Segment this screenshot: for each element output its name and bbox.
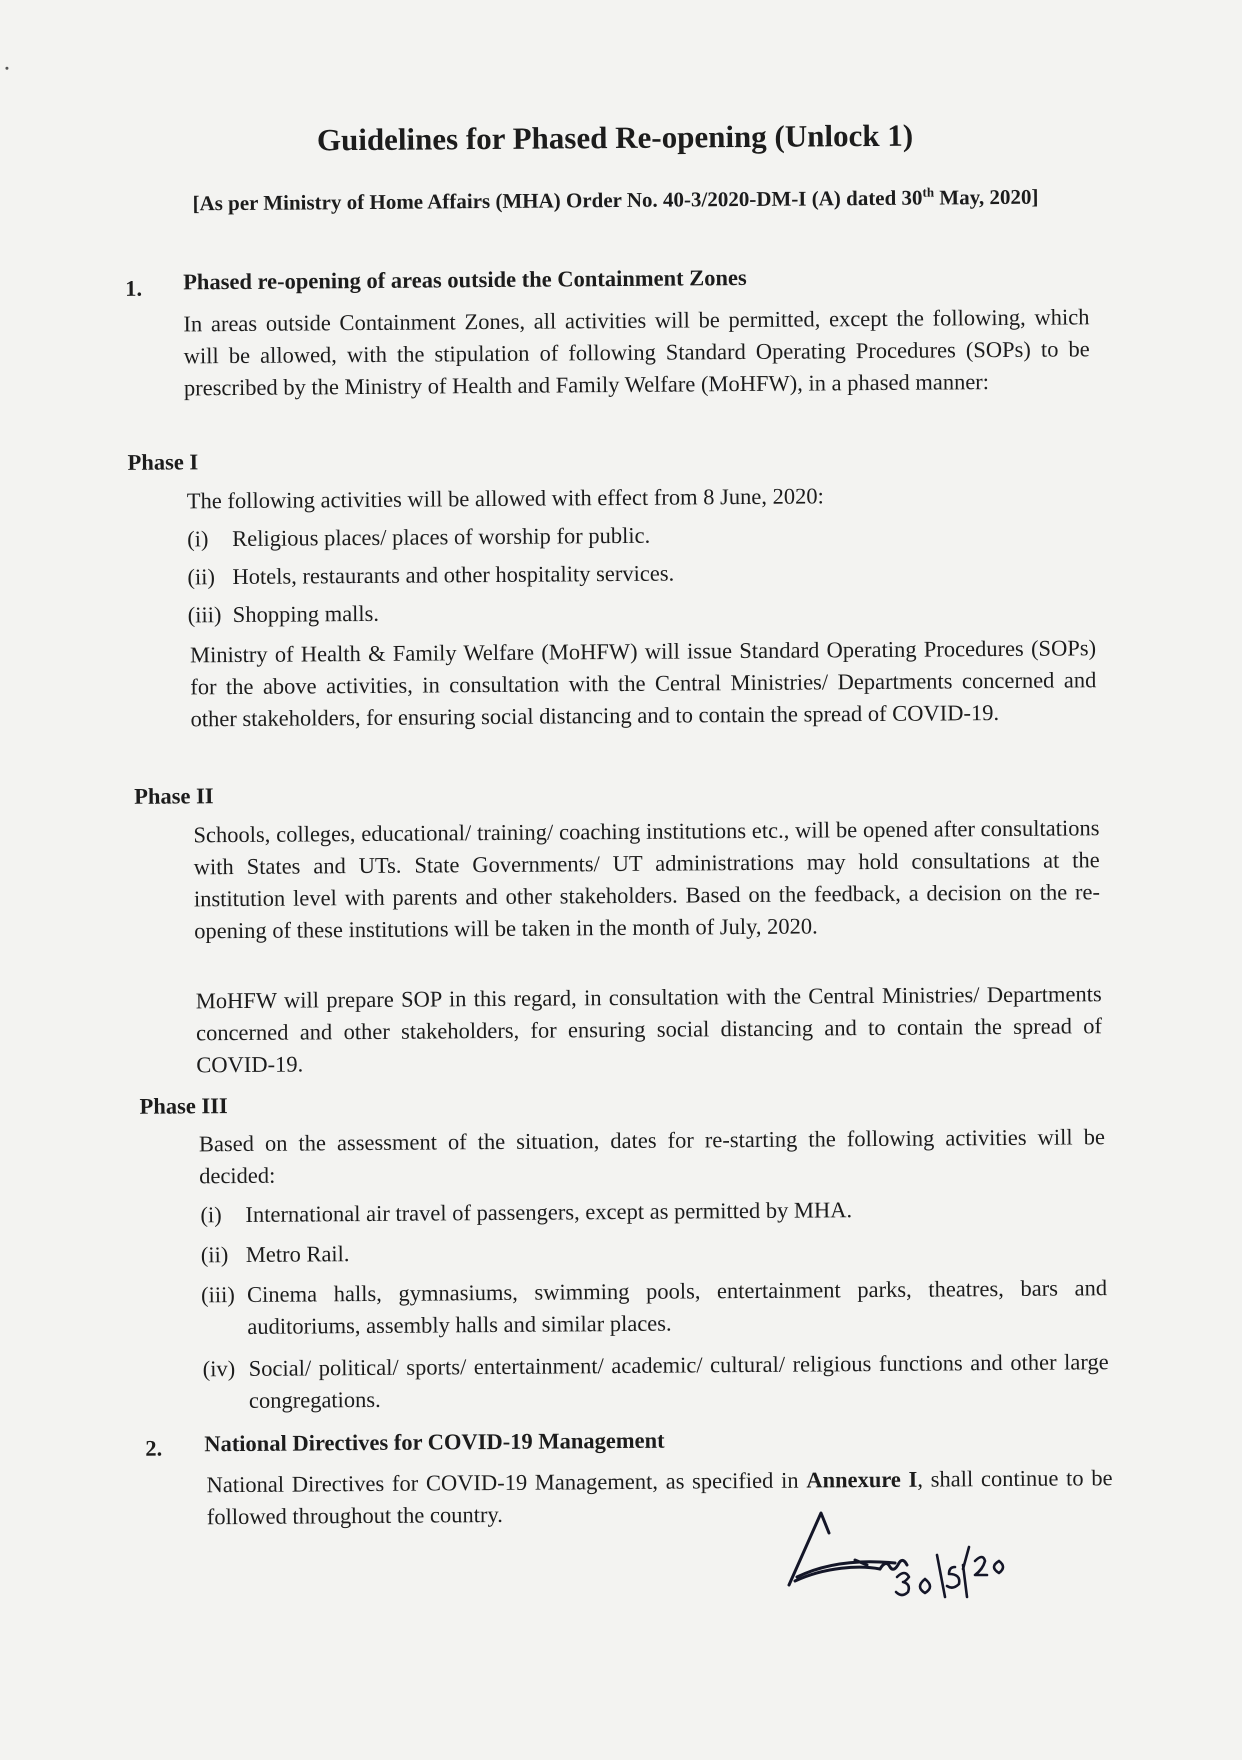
- phase-1-heading: Phase I: [127, 449, 199, 475]
- item-marker: (ii): [200, 1242, 229, 1268]
- item-marker: (iv): [202, 1356, 236, 1382]
- section-2-text-end: , shall continue to be followed throughout the country.: [206, 1465, 1113, 1530]
- phase-3-item: [201, 1232, 1107, 1271]
- subtitle-superscript: th: [922, 184, 935, 200]
- document-subtitle: [0, 182, 1237, 218]
- section-1-intro: In areas outside Containment Zones, all activities will be permitted, except the following, which will be allowed, with the stipulation of following Standard Operating Procedures (SOPs) to be prescribed by the Ministry of Health and Family Welfare (MoHFW), in a phased manner:: [183, 304, 1090, 401]
- phase-3-item: [201, 1272, 1107, 1343]
- phase-2-heading: Phase II: [134, 783, 214, 809]
- phase-1-item: [188, 592, 1094, 631]
- phase-1-item: [187, 554, 1093, 593]
- section-2-heading: National Directives for COVID-19 Management: [204, 1427, 665, 1457]
- subtitle-text-end: May, 2020]: [933, 184, 1039, 210]
- phase-1-item: [187, 516, 1093, 555]
- item-marker: (i): [187, 526, 209, 552]
- item-text: Hotels, restaurants and other hospitality services.: [232, 560, 675, 590]
- phase-1-note: Ministry of Health & Family Welfare (MoHFW) will issue Standard Operating Procedures (SOPs) for the above activities, in consultation with the Central Ministries/ Departments concerned and other stakeholders, for ensuring social distancing and to contain the spread of COVID-19.: [189, 635, 1097, 732]
- item-marker: (ii): [187, 564, 216, 590]
- phase-2-paragraph: Schools, colleges, educational/ training/ coaching institutions etc., will be opened after consultations with States and UTs. State Governments/ UT administrations may hold consultations at the institution level with parents and other stakeholders. Based on the feedback, a decision on the re-opening of these institutions will be taken in the month of July, 2020.: [193, 815, 1101, 944]
- section-2-number: 2.: [145, 1435, 163, 1461]
- item-marker: (iii): [187, 602, 222, 628]
- section-1-heading: Phased re-opening of areas outside the Containment Zones: [183, 264, 747, 295]
- handwritten-signature: [785, 1505, 1015, 1605]
- item-text: Cinema halls, gymnasiums, swimming pools, entertainment parks, theatres, bars and auditoriums, assembly halls and similar places.: [246, 1275, 1108, 1339]
- phase-3-item: [200, 1192, 1106, 1231]
- item-text: International air travel of passengers, except as permitted by MHA.: [245, 1197, 853, 1227]
- item-marker: (iii): [200, 1282, 235, 1308]
- item-text: Social/ political/ sports/ entertainment/ academic/ cultural/ religious functions and other large congregations.: [248, 1349, 1109, 1413]
- phase-3-intro: Based on the assessment of the situation, dates for re-starting the following activities will be decided:: [198, 1124, 1105, 1189]
- subtitle-text: [As per Ministry of Home Affairs (MHA) Order No. 40-3/2020-DM-I (A) dated 30: [192, 185, 923, 216]
- scan-speck: [5, 67, 8, 70]
- phase-3-item: [203, 1346, 1109, 1417]
- phase-1-intro: The following activities will be allowed with effect from 8 June, 2020:: [186, 483, 824, 514]
- item-marker: (i): [200, 1202, 222, 1228]
- section-1-number: 1.: [125, 275, 143, 301]
- phase-3-heading: Phase III: [139, 1093, 228, 1119]
- section-2-text: National Directives for COVID-19 Management, as specified in: [206, 1467, 807, 1498]
- phase-2-sop-paragraph: MoHFW will prepare SOP in this regard, in consultation with the Central Ministries/ Departments concerned and other stakeholders, for ensuring social distancing and to contain the spread of COVID-19.: [195, 981, 1103, 1078]
- item-text: Metro Rail.: [245, 1241, 350, 1267]
- item-text: Shopping malls.: [232, 600, 380, 628]
- annexure-reference: Annexure I: [806, 1466, 918, 1493]
- document-title: Guidelines for Phased Re-opening (Unlock 1): [316, 117, 914, 158]
- item-text: Religious places/ places of worship for public.: [232, 522, 651, 552]
